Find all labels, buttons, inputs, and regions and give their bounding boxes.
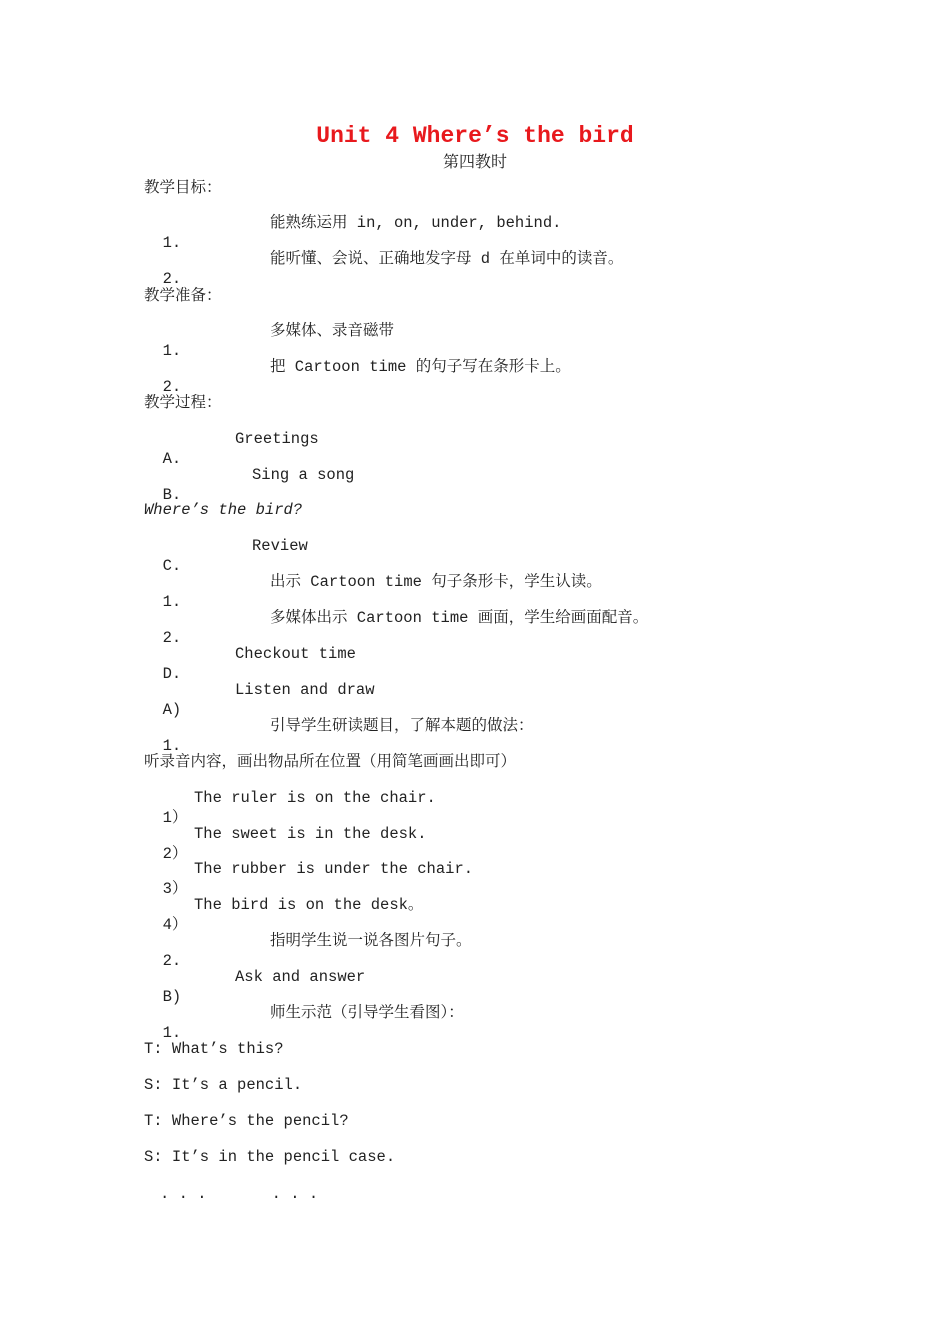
step-label: B. — [162, 486, 182, 504]
goals-heading: 教学目标： — [144, 178, 222, 196]
lesson-subtitle: 第四教时 — [442, 152, 507, 171]
page-title: Unit 4 Where’s the bird — [316, 123, 634, 149]
dialogue-teacher-2: T: Where’s the pencil? — [144, 1112, 349, 1130]
dialogue-teacher-1: T: What’s this? — [144, 1040, 284, 1058]
item-number: 2. — [162, 270, 182, 288]
item-number: 4） — [162, 916, 188, 934]
dialogue-student-2: S: It’s in the pencil case. — [144, 1148, 396, 1166]
item-number: 1. — [162, 342, 182, 360]
step-label: A) — [162, 701, 182, 719]
item-text: The ruler is on the chair. — [194, 789, 436, 807]
item-text: 出示 Cartoon time 句子条形卡，学生认读。 — [270, 573, 602, 591]
item-number: 3） — [162, 880, 188, 898]
process-heading: 教学过程： — [144, 393, 222, 411]
song-title: Where’s the bird? — [144, 501, 303, 519]
item-number: 1. — [162, 593, 182, 611]
item-text: 引导学生研读题目，了解本题的做法： — [270, 717, 534, 735]
item-text: 把 Cartoon time 的句子写在条形卡上。 — [270, 358, 571, 376]
item-number: 2. — [162, 378, 182, 396]
step-label: A. — [162, 450, 182, 468]
item-number: 2. — [162, 629, 182, 647]
item-number: 1. — [162, 234, 182, 252]
item-number: 2. — [162, 952, 182, 970]
step-label: B) — [162, 988, 182, 1006]
step-text: Ask and answer — [235, 968, 366, 986]
item-text: The rubber is under the chair. — [194, 860, 474, 878]
item-text: The sweet is in the desk. — [194, 825, 427, 843]
item-text: The bird is on the desk。 — [194, 896, 424, 914]
item-text: 能熟练运用 in, on, under, behind. — [270, 214, 562, 232]
step-text: Checkout time — [235, 645, 356, 663]
item-number: 1. — [162, 737, 182, 755]
step-text: Listen and draw — [235, 681, 375, 699]
step-text: Greetings — [235, 430, 319, 448]
dialogue-student-1: S: It’s a pencil. — [144, 1076, 303, 1094]
item-text: 师生示范（引导学生看图）： — [270, 1004, 464, 1022]
ellipsis: . . . . . . — [160, 1185, 319, 1203]
item-text: 能听懂、会说、正确地发字母 d 在单词中的读音。 — [270, 250, 624, 268]
prep-heading: 教学准备： — [144, 286, 222, 304]
item-text: 多媒体、录音磁带 — [270, 322, 395, 340]
step-label: C. — [162, 557, 182, 575]
item-number: 2） — [162, 845, 188, 863]
item-text: 指明学生说一说各图片句子。 — [270, 932, 472, 950]
step-text: Sing a song — [252, 466, 355, 484]
step-label: D. — [162, 665, 182, 683]
listen-instruction: 听录音内容，画出物品所在位置（用简笔画画出即可） — [144, 752, 517, 770]
item-text: 多媒体出示 Cartoon time 画面，学生给画面配音。 — [270, 609, 649, 627]
step-text: Review — [252, 537, 308, 555]
item-number: 1. — [162, 1024, 182, 1042]
item-number: 1） — [162, 809, 188, 827]
